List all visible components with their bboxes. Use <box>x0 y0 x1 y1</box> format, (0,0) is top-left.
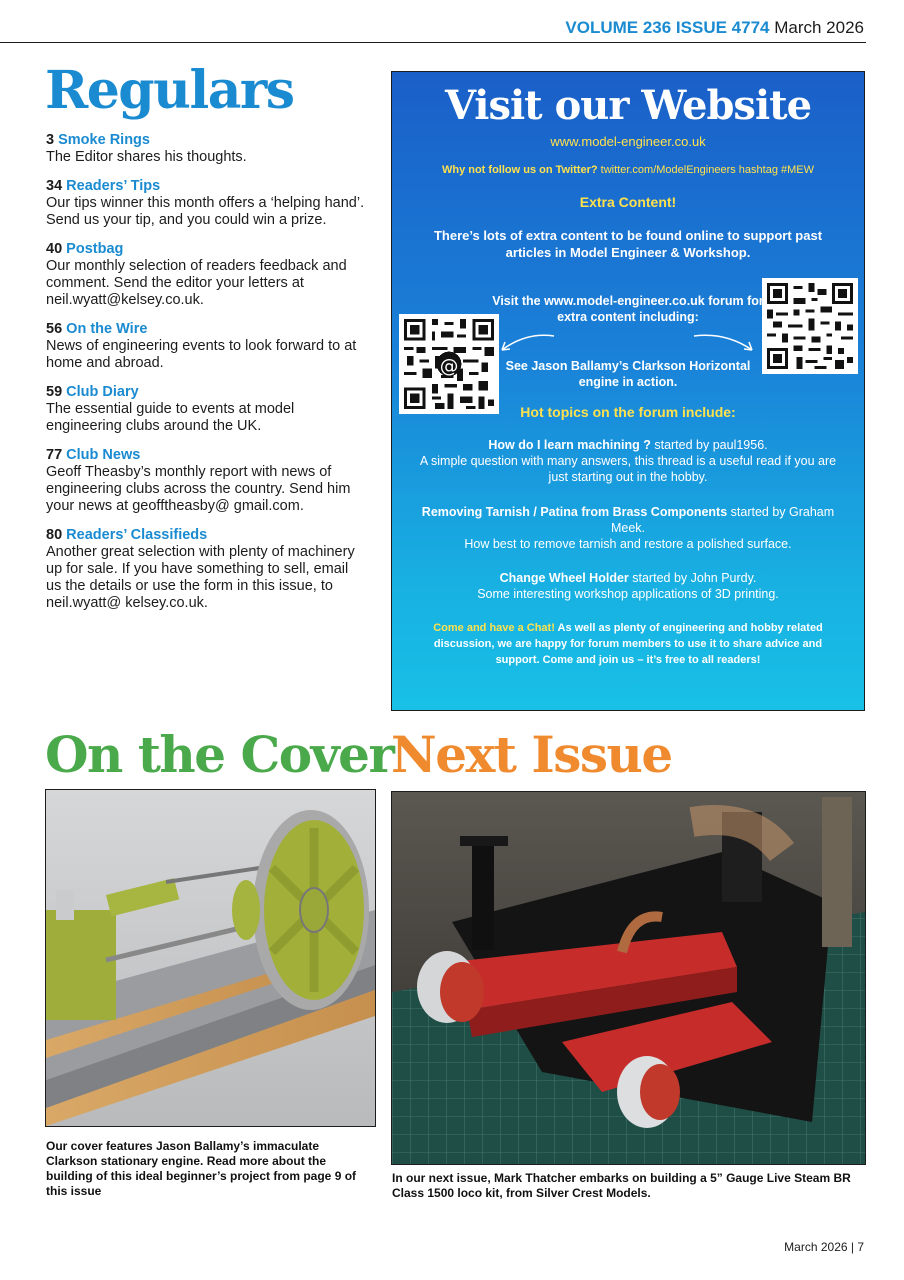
curved-arrow-left-icon <box>496 330 556 360</box>
page-footer: March 2026 | 7 <box>784 1240 864 1254</box>
regular-title[interactable]: Postbag <box>66 241 124 257</box>
topic-author: started by Graham Meek. <box>610 505 835 535</box>
regular-item <box>46 527 366 612</box>
regular-page: 59 <box>46 384 63 400</box>
cover-caption: Our cover features Jason Ballamy’s immaculate Clarkson stationary engine. Read more about the building of this ideal beginner’s project from page 9 of this issue <box>46 1139 357 1198</box>
regular-item <box>46 132 366 166</box>
extra-content-heading: Extra Content! <box>579 194 677 210</box>
regular-title[interactable]: Readers’ Classifieds <box>66 527 208 543</box>
topic-author: started by paul1956. <box>650 438 768 452</box>
curved-arrow-right-icon <box>692 330 758 360</box>
topic-title: How do I learn machining ? <box>488 438 651 452</box>
regular-title[interactable]: Club Diary <box>66 384 139 400</box>
regular-desc: The essential guide to events at model engineering clubs around the UK. <box>46 401 295 434</box>
cover-engine-illustration <box>46 790 375 1126</box>
twitter-question: Why not follow us on Twitter? <box>441 164 598 176</box>
visit-forum-text: Visit the www.model-engineer.co.uk forum for extra content including: <box>492 294 764 324</box>
website-title: Visit our Website <box>444 82 812 129</box>
chat-text: As well as plenty of engineering and hobby related discussion, we are happy for forum members to use it to share advice and support. Come and join us – it’s free to all readers! <box>433 622 823 666</box>
chat-invitation <box>414 620 842 668</box>
regular-desc: Another great selection with plenty of machinery up for sale. If you have something to sell, email us the details or use the form in this issue, to neil.wyatt@ kelsey.co.uk. <box>46 544 355 611</box>
regular-page: 56 <box>46 321 63 337</box>
topic-author: started by John Purdy. <box>628 571 757 585</box>
svg-text:@: @ <box>439 355 459 377</box>
twitter-link[interactable]: twitter.com/ModelEngineers hashtag #MEW <box>600 164 815 176</box>
topic-desc: Some interesting workshop applications of 3D printing. <box>477 587 779 601</box>
next-issue-loco-illustration <box>392 792 865 1164</box>
on-the-cover-heading: On the Cover <box>45 725 394 784</box>
topic-title: Change Wheel Holder <box>499 571 629 585</box>
topic-desc: How best to remove tarnish and restore a polished surface. <box>464 537 792 551</box>
regular-item <box>46 321 366 372</box>
issue-month: March 2026 <box>774 18 864 37</box>
header-rule <box>0 42 866 43</box>
volume-issue: VOLUME 236 ISSUE 4774 <box>565 18 770 37</box>
regular-page: 34 <box>46 178 63 194</box>
regular-page: 40 <box>46 241 63 257</box>
regular-title[interactable]: On the Wire <box>66 321 148 337</box>
issue-line <box>565 18 864 38</box>
regular-title[interactable]: Readers’ Tips <box>66 178 161 194</box>
qr-code-right-icon[interactable] <box>762 278 858 374</box>
hot-topics-heading: Hot topics on the forum include: <box>520 404 736 420</box>
website-url-link[interactable]: www.model-engineer.co.uk <box>550 134 706 149</box>
chat-heading: Come and have a Chat! <box>433 622 555 634</box>
topic-desc: A simple question with many answers, this thread is a useful read if you are just starting out in the hobby. <box>419 454 837 484</box>
regular-page: 3 <box>46 132 55 148</box>
website-panel <box>391 71 865 711</box>
regular-item <box>46 384 366 435</box>
regular-item <box>46 241 366 309</box>
cover-engine-photo <box>45 789 376 1127</box>
extra-content-text: There’s lots of extra content to be found online to support past articles in Model Engineer & Workshop. <box>433 228 823 260</box>
next-issue-caption: In our next issue, Mark Thatcher embarks on building a 5” Gauge Live Steam BR Class 1500 loco kit, from Silver Crest Models. <box>392 1171 851 1200</box>
qr-code-right-graphic <box>767 283 853 369</box>
forum-topic[interactable] <box>412 504 844 552</box>
regular-desc: Geoff Theasby’s monthly report with news of engineering clubs across the country. Send him your news at geofftheasby@ gmail.com. <box>46 464 351 514</box>
regular-desc: Our tips winner this month offers a ‘helping hand’. Send us your tip, and you could win a prize. <box>46 195 365 228</box>
regular-item <box>46 447 366 515</box>
regular-title[interactable]: Smoke Rings <box>58 132 150 148</box>
next-issue-heading: Next Issue <box>391 725 672 784</box>
regular-page: 80 <box>46 527 63 543</box>
regulars-list <box>46 132 366 624</box>
regular-title[interactable]: Club News <box>66 447 141 463</box>
regular-item <box>46 178 366 229</box>
forum-topic[interactable] <box>412 570 844 602</box>
forum-topic[interactable] <box>412 437 844 485</box>
see-engine-text: See Jason Ballamy’s Clarkson Horizontal engine in action. <box>505 359 751 389</box>
twitter-line <box>392 164 864 176</box>
regular-desc: Our monthly selection of readers feedback and comment. Send the editor your letters at neil.wyatt@kelsey.co.uk. <box>46 258 347 308</box>
qr-code-left-graphic <box>404 319 494 409</box>
qr-code-left-icon[interactable] <box>399 314 499 414</box>
regular-desc: News of engineering events to look forward to at home and abroad. <box>46 338 357 371</box>
topic-title: Removing Tarnish / Patina from Brass Components <box>421 505 728 519</box>
regulars-heading: Regulars <box>45 60 294 121</box>
regular-page: 77 <box>46 447 63 463</box>
regular-desc: The Editor shares his thoughts. <box>46 149 247 165</box>
next-issue-loco-photo <box>391 791 866 1165</box>
